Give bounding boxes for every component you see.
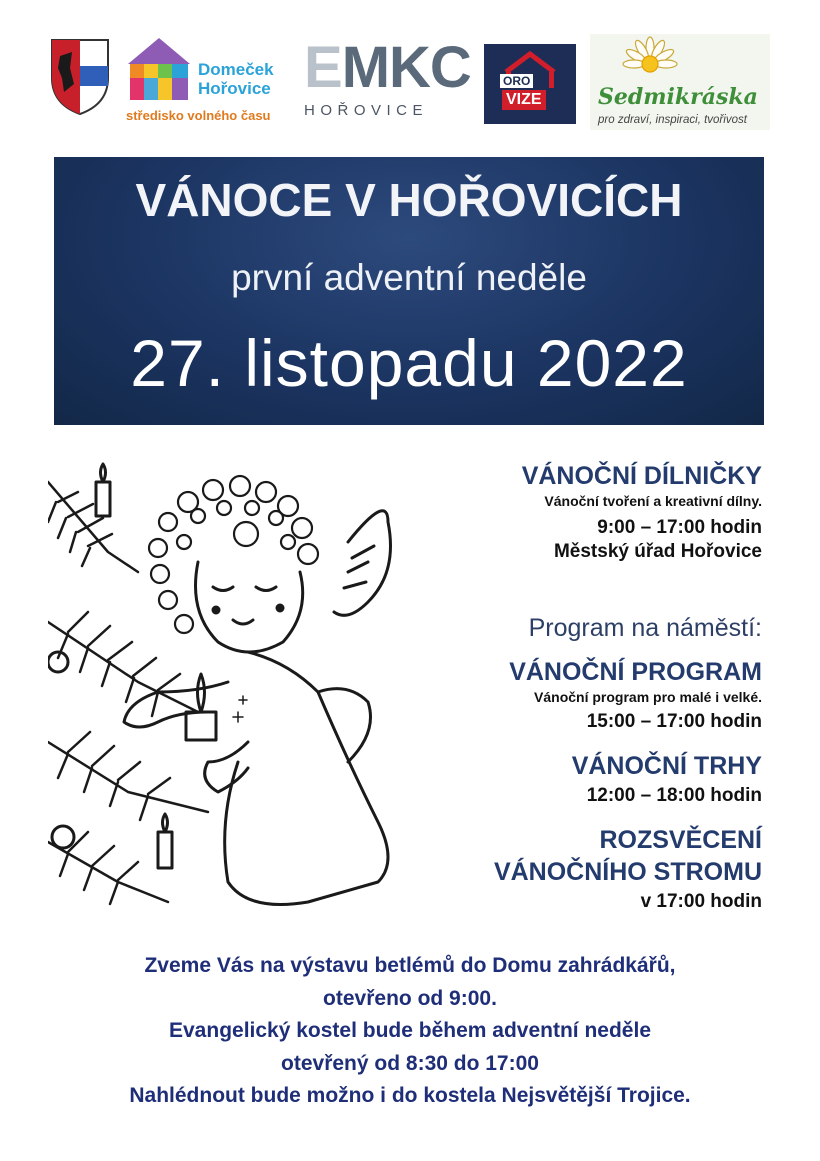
- banner-subtitle: první adventní neděle: [231, 257, 587, 298]
- workshops-description: Vánoční tvoření a kreativní dílny.: [544, 493, 762, 509]
- markets-section: [572, 752, 762, 808]
- workshops-place: Městský úřad Hořovice: [553, 541, 762, 562]
- mkc-letters: EMKC: [304, 35, 471, 100]
- banner-title: VÁNOCE V HOŘOVICÍCH: [135, 174, 683, 226]
- workshops-time: 9:00 – 17:00 hodin: [597, 517, 762, 538]
- sedmikraska-name: Sedmikráska: [598, 84, 758, 110]
- daisy-icon: [590, 34, 770, 90]
- footer-line: Zveme Vás na výstavu betlémů do Domu zahrádkářů,: [144, 954, 676, 977]
- christmas-program-section: [509, 658, 762, 734]
- square-program-intro: Program na náměstí:: [528, 614, 762, 642]
- markets-title: VÁNOČNÍ TRHY: [571, 752, 762, 780]
- footer-notes: [0, 950, 820, 1113]
- tree-lighting-title-line2: VÁNOČNÍHO STROMU: [493, 858, 762, 886]
- domecek-subtitle: středisko volného času: [126, 108, 271, 123]
- horovize-logo: [484, 44, 576, 124]
- tree-lighting-time: v 17:00 hodin: [640, 891, 762, 912]
- domecek-name-line2: Hořovice: [198, 79, 271, 98]
- banner-date: 27. listopadu 2022: [130, 326, 688, 400]
- tree-lighting-title-line1: ROZSVĚCENÍ: [599, 826, 762, 854]
- house-icon: [126, 36, 192, 102]
- footer-line: otevřeno od 9:00.: [323, 986, 497, 1010]
- markets-time: 12:00 – 18:00 hodin: [586, 785, 762, 806]
- mkc-letters-text: MKC: [341, 35, 471, 100]
- christmas-program-time: 15:00 – 17:00 hodin: [586, 711, 762, 732]
- horovize-oro-text: ORO: [500, 74, 533, 88]
- footer-line: Evangelický kostel bude během adventní neděle: [169, 1019, 651, 1042]
- domecek-horovice-logo: [126, 36, 286, 126]
- domecek-name-line1: Domeček: [198, 60, 274, 79]
- workshops-section: [522, 462, 762, 564]
- title-banner: [54, 157, 764, 425]
- footer-line: Nahlédnout bude možno i do kostela Nejsvětější Trojice.: [129, 1084, 691, 1107]
- christmas-program-description: Vánoční program pro malé i velké.: [534, 689, 762, 705]
- sedmikraska-logo: [590, 34, 770, 130]
- mkc-subtitle: HOŘOVICE: [304, 102, 429, 119]
- angel-illustration: [48, 462, 486, 932]
- christmas-program-title: VÁNOČNÍ PROGRAM: [509, 658, 762, 686]
- town-coat-of-arms-logo: [50, 38, 110, 116]
- tree-lighting-section: [494, 824, 762, 914]
- mkc-horovice-logo: [304, 35, 471, 122]
- horovize-vize-text: VIZE: [502, 90, 546, 110]
- sedmikraska-subtitle: pro zdraví, inspiraci, tvořivost: [598, 114, 747, 126]
- footer-line: otevřený od 8:30 do 17:00: [281, 1051, 539, 1075]
- workshops-title: VÁNOČNÍ DÍLNIČKY: [521, 462, 762, 490]
